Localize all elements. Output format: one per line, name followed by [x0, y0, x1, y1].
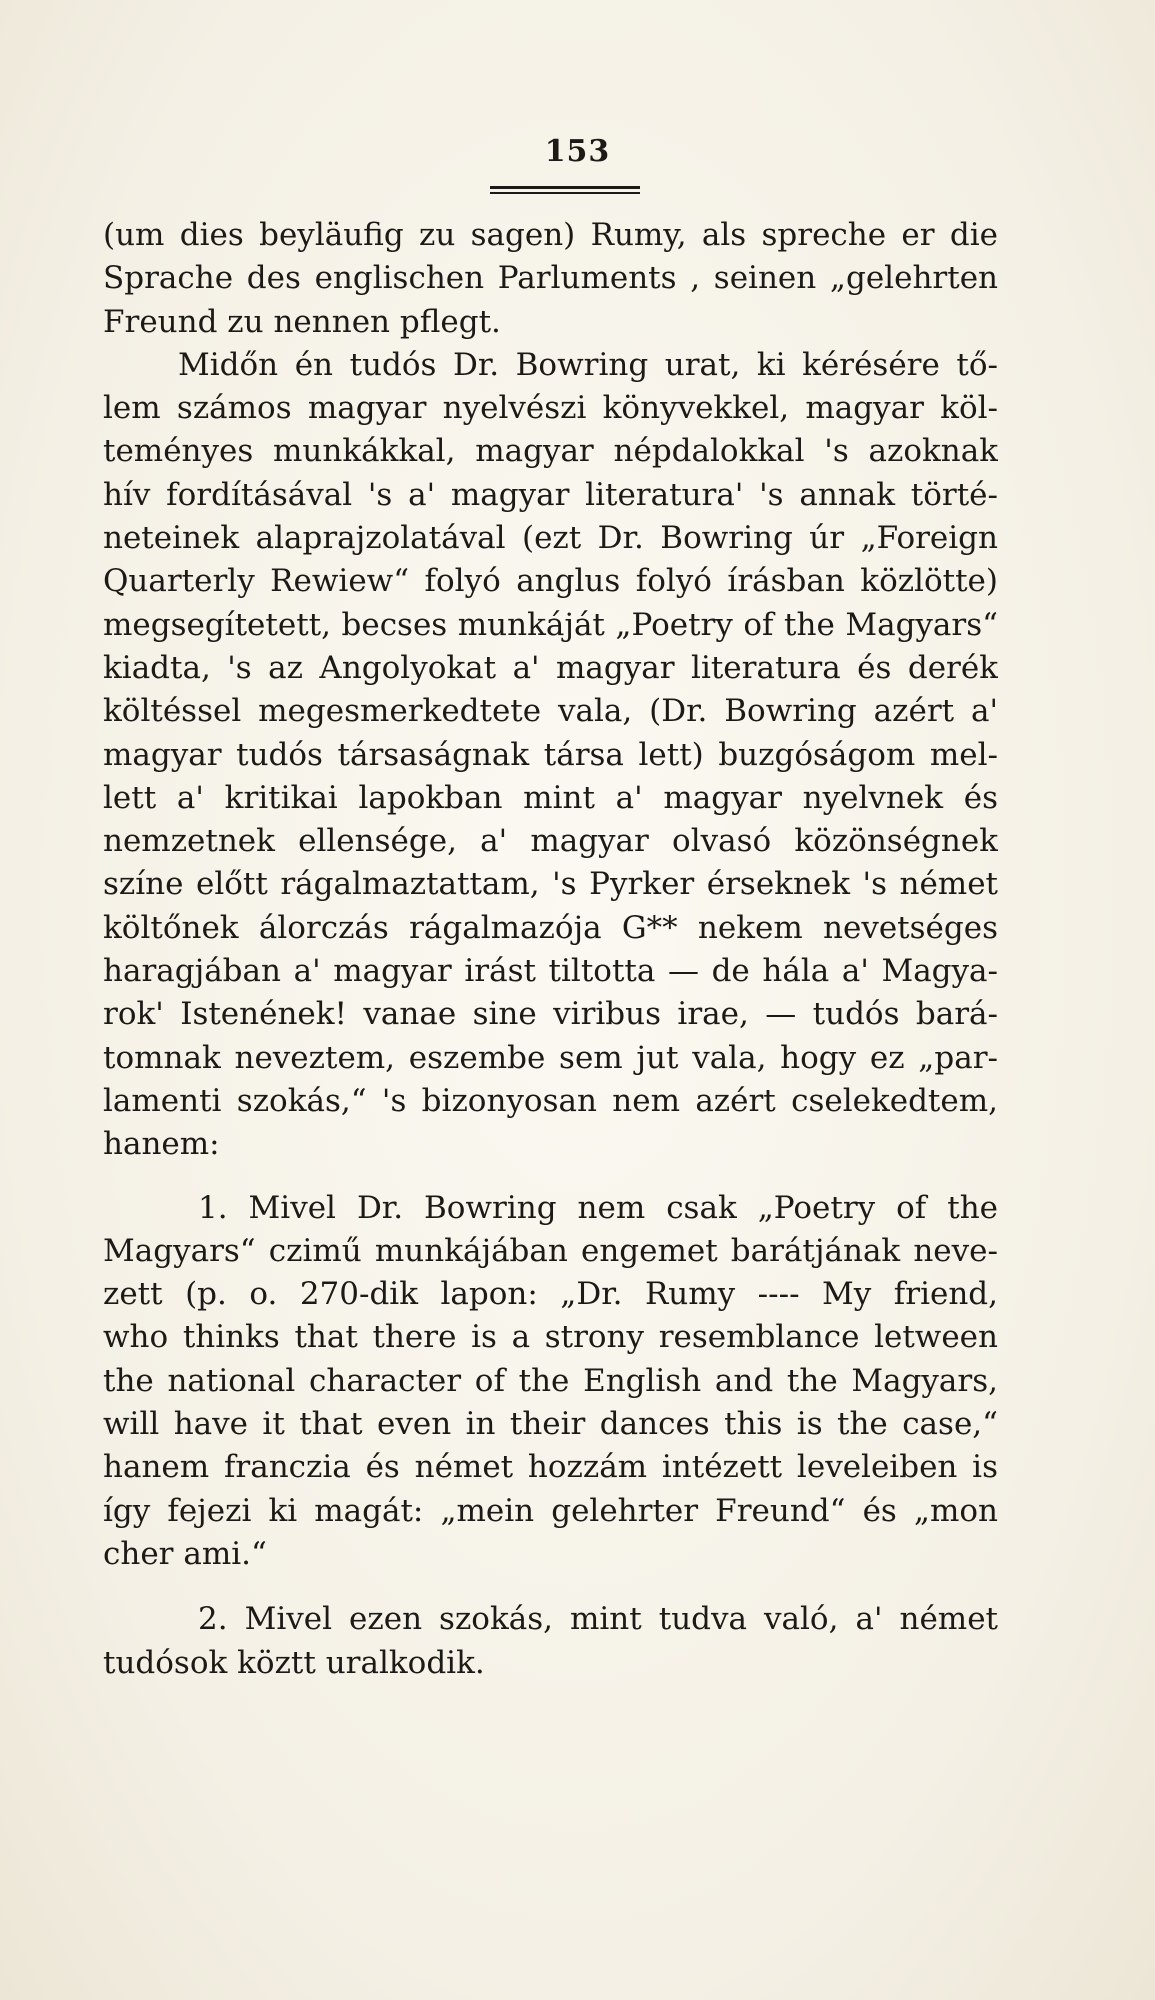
text-line: tudósok köztt uralkodik. [103, 1644, 485, 1681]
text-line: megsegítetett, becses munkáját „Poetry of the Magyars“ [103, 606, 998, 643]
text-line: who thinks that there is a strony resemblance letween [103, 1319, 998, 1356]
text-line: kiadta, 's az Angolyokat a' magyar literatura és derék [103, 649, 998, 686]
text-line: magyar tudós társaságnak társa lett) buzgóságom mel- [103, 736, 998, 773]
text-line: így fejezi ki magát: „mein gelehrter Freund“ és „mon [103, 1492, 998, 1529]
text-line: lamenti szokás,“ 's bizonyosan nem azért cselekedtem, [103, 1082, 998, 1119]
paragraph-1 [103, 214, 998, 344]
text-line: lett a' kritikai lapokban mint a' magyar nyelvnek és [103, 779, 998, 816]
paragraph-3 [103, 1187, 998, 1577]
text-line: neteinek alaprajzolatával (ezt Dr. Bowring úr „Foreign [103, 520, 998, 557]
text-line: teményes munkákkal, magyar népdalokkal 's azoknak [103, 433, 998, 470]
text-line: Magyars“ czimű munkájában engemet barátjának neve- [103, 1232, 998, 1269]
text-line: 1. Mivel Dr. Bowring nem csak „Poetry of the [198, 1189, 998, 1226]
text-line: hanem franczia és német hozzám intézett leveleiben is [103, 1449, 998, 1486]
text-line: Quarterly Rewiew“ folyó anglus folyó írásban közlötte) [103, 563, 998, 600]
text-line: 2. Mivel ezen szokás, mint tudva való, a' német [198, 1601, 998, 1638]
paragraph-2 [103, 344, 998, 1167]
text-line: hív fordításával 's a' magyar literatura' 's annak törté- [103, 476, 998, 513]
text-line: költőnek álorczás rágalmazója G** nekem nevetséges [103, 909, 998, 946]
text-line: nemzetnek ellensége, a' magyar olvasó közönségnek [103, 823, 998, 860]
text-line: színe előtt rágalmaztattam, 's Pyrker érseknek 's német [103, 866, 998, 903]
page-number: 153 [544, 134, 611, 169]
text-line: will have it that even in their dances this is the case,“ [103, 1406, 998, 1443]
text-line: lem számos magyar nyelvészi könyvekkel, magyar köl- [103, 390, 998, 427]
text-line: (um dies beyläufig zu sagen) Rumy, als spreche er die [103, 217, 998, 253]
text-line: tomnak neveztem, eszembe sem jut vala, hogy ez „par- [103, 1039, 998, 1076]
body-text [103, 214, 998, 1685]
paragraph-gap [103, 1576, 998, 1598]
text-line: rok' Istenének! vanae sine viribus irae, — tudós bará- [103, 996, 998, 1033]
text-line: zett (p. o. 270-dik lapon: „Dr. Rumy ---- My friend, [103, 1276, 998, 1313]
text-line: haragjában a' magyar irást tiltotta — de hála a' Magya- [103, 953, 998, 990]
text-line: Midőn én tudós Dr. Bowring urat, ki kérésére tő- [178, 346, 998, 383]
header-rule [490, 186, 640, 194]
text-line: hanem: [103, 1126, 220, 1163]
text-line: Freund zu nennen pflegt. [103, 303, 501, 340]
paragraph-gap [103, 1167, 998, 1187]
text-line: Sprache des englischen Parluments , seinen „gelehrten [103, 260, 998, 297]
text-line: the national character of the English and the Magyars, [103, 1362, 998, 1399]
text-line: cher ami.“ [103, 1535, 267, 1572]
text-line: költéssel megesmerkedtete vala, (Dr. Bowring azért a' [103, 693, 998, 730]
paragraph-4 [103, 1598, 998, 1685]
